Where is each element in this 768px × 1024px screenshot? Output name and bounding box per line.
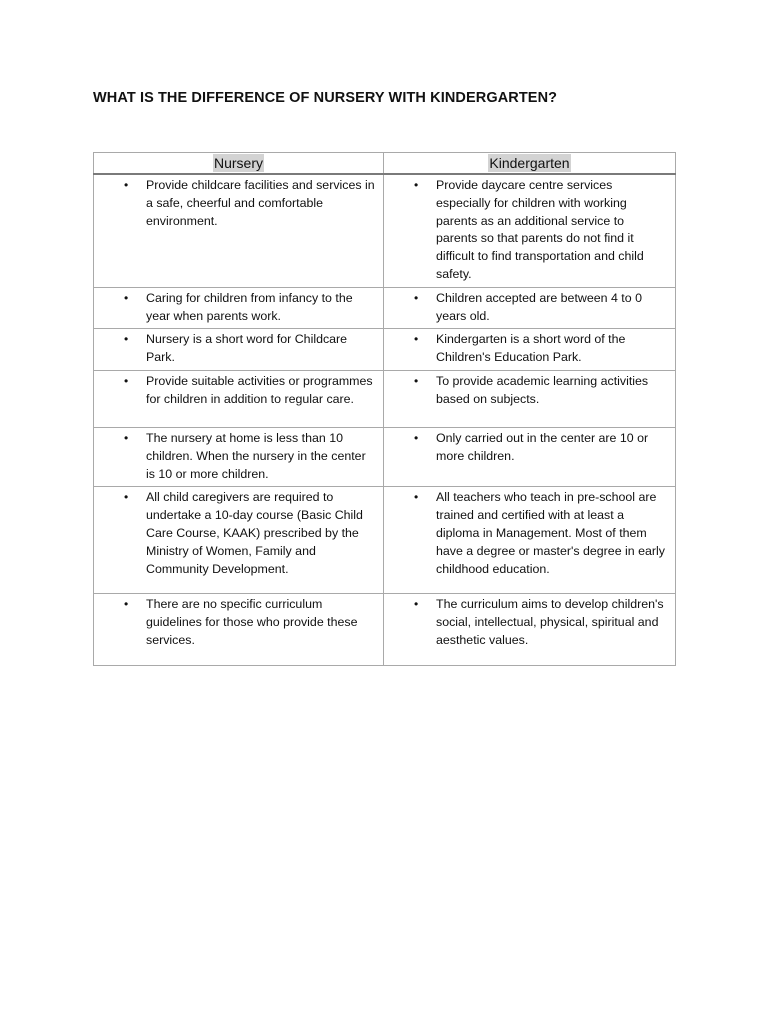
nursery-text: Nursery is a short word for Childcare Park. <box>146 332 348 365</box>
bullet-icon: • <box>414 490 419 505</box>
nursery-text: There are no specific curriculum guidelines for those who provide these services. <box>146 597 358 647</box>
bullet-icon: • <box>124 178 129 192</box>
header-nursery-label: Nursery <box>213 155 263 171</box>
bullet-icon: • <box>414 430 419 445</box>
kindergarten-text: Kindergarten is a short word of the Children's Education Park. <box>436 332 626 365</box>
nursery-text: Caring for children from infancy to the year when parents work. <box>146 290 353 323</box>
nursery-cell <box>94 329 384 371</box>
table-row <box>94 329 676 371</box>
comparison-table <box>93 152 676 666</box>
kindergarten-cell <box>384 594 676 666</box>
bullet-icon: • <box>124 490 129 505</box>
bullet-icon: • <box>124 597 129 612</box>
kindergarten-cell <box>384 370 676 427</box>
bullet-icon: • <box>414 290 419 305</box>
nursery-cell <box>94 427 384 486</box>
bullet-icon: • <box>124 430 129 445</box>
table-row <box>94 487 676 594</box>
table-header-row <box>94 153 676 175</box>
page-title: WHAT IS THE DIFFERENCE OF NURSERY WITH KINDERGARTEN? <box>93 90 558 106</box>
table-row <box>94 174 676 287</box>
kindergarten-text: Children accepted are between 4 to 0 years old. <box>436 290 642 323</box>
kindergarten-text: The curriculum aims to develop children's social, intellectual, physical, spiritual and aesthetic values. <box>436 597 664 647</box>
header-kindergarten <box>384 153 676 175</box>
nursery-text: The nursery at home is less than 10 children. When the nursery in the center is 10 or more children. <box>146 430 366 481</box>
bullet-icon: • <box>124 332 129 347</box>
kindergarten-cell <box>384 287 676 329</box>
bullet-icon: • <box>414 178 419 192</box>
kindergarten-text: All teachers who teach in pre-school are trained and certified with at least a diploma in Management. Most of them have a degree or master's degree in early childhood education. <box>436 490 665 576</box>
nursery-cell <box>94 370 384 427</box>
table-row <box>94 287 676 329</box>
nursery-text: Provide suitable activities or programmes for children in addition to regular care. <box>146 373 373 406</box>
bullet-icon: • <box>414 597 419 612</box>
kindergarten-cell <box>384 174 676 287</box>
bullet-icon: • <box>124 290 129 305</box>
nursery-cell <box>94 287 384 329</box>
nursery-cell <box>94 594 384 666</box>
kindergarten-text: Provide daycare centre services especially for children with working parents as an additional service to parents so that parents do not find it difficult to find transportation and child safety. <box>436 178 644 281</box>
kindergarten-cell <box>384 487 676 594</box>
table-row <box>94 427 676 486</box>
table-row <box>94 370 676 427</box>
table-row <box>94 594 676 666</box>
kindergarten-cell <box>384 329 676 371</box>
bullet-icon: • <box>414 373 419 388</box>
nursery-text: Provide childcare facilities and services in a safe, cheerful and comfortable environment. <box>146 178 375 228</box>
header-nursery <box>94 153 384 175</box>
kindergarten-cell <box>384 427 676 486</box>
bullet-icon: • <box>414 332 419 347</box>
nursery-text: All child caregivers are required to undertake a 10-day course (Basic Child Care Course, KAAK) prescribed by the Ministry of Women, Family and Community Development. <box>146 490 363 576</box>
kindergarten-text: To provide academic learning activities based on subjects. <box>436 373 649 406</box>
bullet-icon: • <box>124 373 129 388</box>
kindergarten-text: Only carried out in the center are 10 or more children. <box>436 430 649 463</box>
header-kindergarten-label: Kindergarten <box>489 155 570 171</box>
nursery-cell <box>94 487 384 594</box>
nursery-cell <box>94 174 384 287</box>
